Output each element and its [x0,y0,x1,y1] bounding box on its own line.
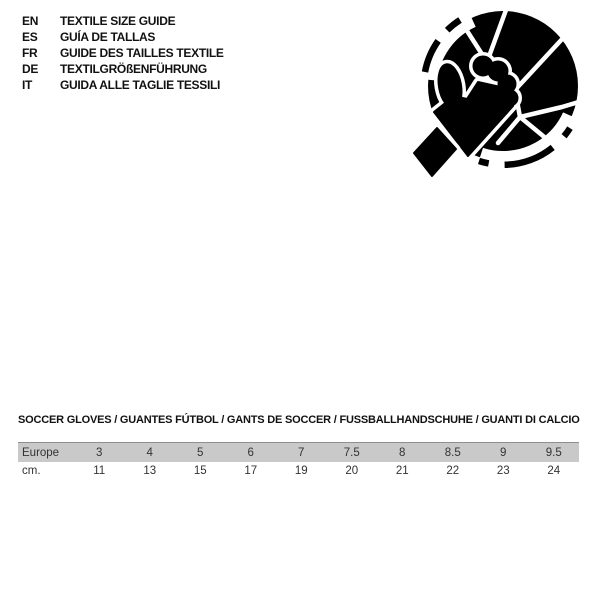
language-code: EN [22,14,39,28]
size-table-section [18,414,579,479]
language-row-fr [22,45,224,61]
size-cell: 9 [478,443,529,463]
language-row-it [22,77,224,93]
cm-cell: 17 [226,462,277,479]
language-label: TEXTILGRÖßENFÜHRUNG [60,62,207,76]
size-cell: 6 [226,443,277,463]
cm-cell: 13 [125,462,176,479]
language-code: IT [22,78,33,92]
row-label-europe: Europe [18,443,74,463]
language-code: ES [22,30,38,44]
cm-cell: 20 [327,462,378,479]
table-row-europe [18,443,579,463]
language-code: FR [22,46,38,60]
language-label: GUIDE DES TAILLES TEXTILE [60,46,224,60]
language-label: TEXTILE SIZE GUIDE [60,14,176,28]
language-row-es [22,29,224,45]
cm-cell: 11 [74,462,125,479]
row-label-cm: cm. [18,462,74,479]
cm-cell: 19 [276,462,327,479]
cm-cell: 23 [478,462,529,479]
size-cell: 5 [175,443,226,463]
language-code: DE [22,62,39,76]
language-list [22,13,224,93]
cm-cell: 24 [529,462,580,479]
language-label: GUIDA ALLE TAGLIE TESSILI [60,78,221,92]
table-row-cm [18,462,579,479]
size-cell: 9.5 [529,443,580,463]
goalkeeper-glove-soccer-ball-icon [410,6,585,196]
cm-cell: 21 [377,462,428,479]
size-cell: 7 [276,443,327,463]
language-label: GUÍA DE TALLAS [60,30,156,44]
language-row-en [22,13,224,29]
size-cell: 7.5 [327,443,378,463]
size-cell: 8.5 [428,443,479,463]
size-table [18,442,579,479]
size-table-title: SOCCER GLOVES / GUANTES FÚTBOL / GANTS DE SOCCER / FUSSBALLHANDSCHUHE / GUANTI DI CALCIO [18,414,580,426]
size-cell: 3 [74,443,125,463]
cm-cell: 22 [428,462,479,479]
size-cell: 4 [125,443,176,463]
size-cell: 8 [377,443,428,463]
cm-cell: 15 [175,462,226,479]
language-row-de [22,61,224,77]
